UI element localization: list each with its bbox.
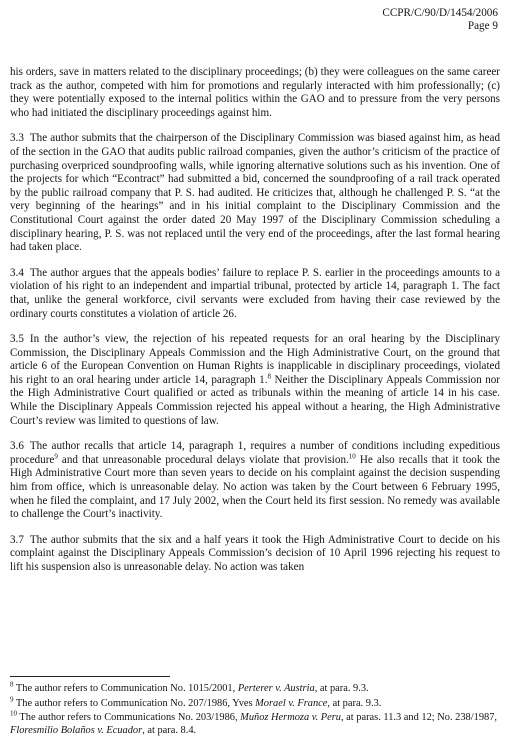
paragraph-3-7: 3.7 The author submits that the six and a half years it took the High Administrative Court to decide on his complaint against the Disciplinary Appeals Commission’s decision of 10 April 1996 rejecting his request to lift his suspension also is unreasonable delay. No action was taken <box>10 533 500 573</box>
footnotes <box>10 680 500 739</box>
paragraph-3-6: 3.6 The author recalls that article 14, paragraph 1, requires a number of conditions including expeditious procedure$^9$ and that unreasonable procedural delays violate that provision.$^{10}$ He also recalls that it took the High Administrative Court more than seven years to decide on his complaint against the decision suspending him from office, which is unreasonable delay. No action was taken by the Court between 6 February 1995, when he filed the complaint, and 17 July 2002, when the Court held its first session. No remedy was available to challenge the Court’s inactivity. <box>10 440 500 521</box>
paragraph-number: 3.6 <box>10 440 24 453</box>
footnote-10: $^{10}$ The author refers to Communications No. 203/1986, Muñoz Hermoza v. Peru, at paras. 11.3 and 12; No. 238/1987, Floresmilio Bolaños v. Ecuador, at para. 8.4. <box>10 709 498 736</box>
paragraph-continued: his orders, save in matters related to the disciplinary proceedings; (b) they were colleagues on the same career track as the author, competed with him for promotions and regularly interacted with him professionally; (c) they were potentially exposed to the internal politics within the GAO and to pressure from the very persons who had initiated the disciplinary proceedings against him. <box>10 66 500 119</box>
paragraph-3-4: 3.4 The author argues that the appeals bodies’ failure to replace P. S. earlier in the proceedings amounts to a violation of his right to an independent and impartial tribunal, protected by article 14, paragraph 1. The fact that, unlike the general workforce, civil servants were excluded from having their case reviewed by the ordinary courts constitutes a violation of article 26. <box>10 266 500 320</box>
paragraph-number: 3.3 <box>10 132 24 145</box>
footnote-ref-10[interactable]: 10 <box>348 452 356 461</box>
footnote-ref-9[interactable]: 9 <box>54 452 58 461</box>
page-header <box>382 7 498 33</box>
paragraph-3-3: 3.3 The author submits that the chairperson of the Disciplinary Commission was biased against him, as head of the section in the GAO that audits public railroad companies, given the author’s criticism of the practice of purchasing overpriced soundproofing walls, while ignoring alternative solutions such as his invention. One of the projects for which “Econtract” had submitted a bid, concerned the soundproofing of a rail track operated by the public railroad company that P. S. had audited. He criticizes that, although he challenged P. S. “at the very beginning of the hearings” and in his initial complaint to the Disciplinary Commission and the Constitutional Court against the order dated 20 May 1997 of the Disciplinary Commission scheduling a disciplinary hearing, P. S. was not replaced until the very end of the proceedings, after the last formal hearing had taken place. <box>10 132 500 254</box>
footnote-8: $^8$ The author refers to Communication No. 1015/2001, Perterer v. Austria, at para. 9.3. <box>10 680 369 694</box>
paragraph-number: 3.4 <box>10 266 24 279</box>
footnote-9: $^9$ The author refers to Communication No. 207/1986, Yves Morael v. France, at para. 9.3. <box>10 695 382 709</box>
body-text <box>10 66 500 587</box>
footnote-ref-8[interactable]: 8 <box>267 372 272 381</box>
paragraph-number: 3.7 <box>10 533 24 546</box>
paragraph-number: 3.5 <box>10 333 24 346</box>
paragraph-3-5: 3.5 In the author’s view, the rejection of his repeated requests for an oral hearing by the Disciplinary Commission, the Disciplinary Appeals Commission and the High Administrative Court, on the ground that article 6 of the European Convention on Human Rights is inapplicable in disciplinary proceedings, violated his right to an oral hearing under article 14, paragraph 1.$^8$ Neither the Disciplinary Appeals Commission nor the High Administrative Court qualified or acted as tribunals within the meaning of article 14 in his case. While the Disciplinary Appeals Commission rejected his appeal without a hearing, the High Administrative Court’s review was limited to questions of law. <box>10 333 500 427</box>
document-symbol: CCPR/C/90/D/1454/2006 <box>382 7 498 19</box>
page-number: Page 9 <box>467 20 498 32</box>
footnote-divider <box>10 676 170 677</box>
